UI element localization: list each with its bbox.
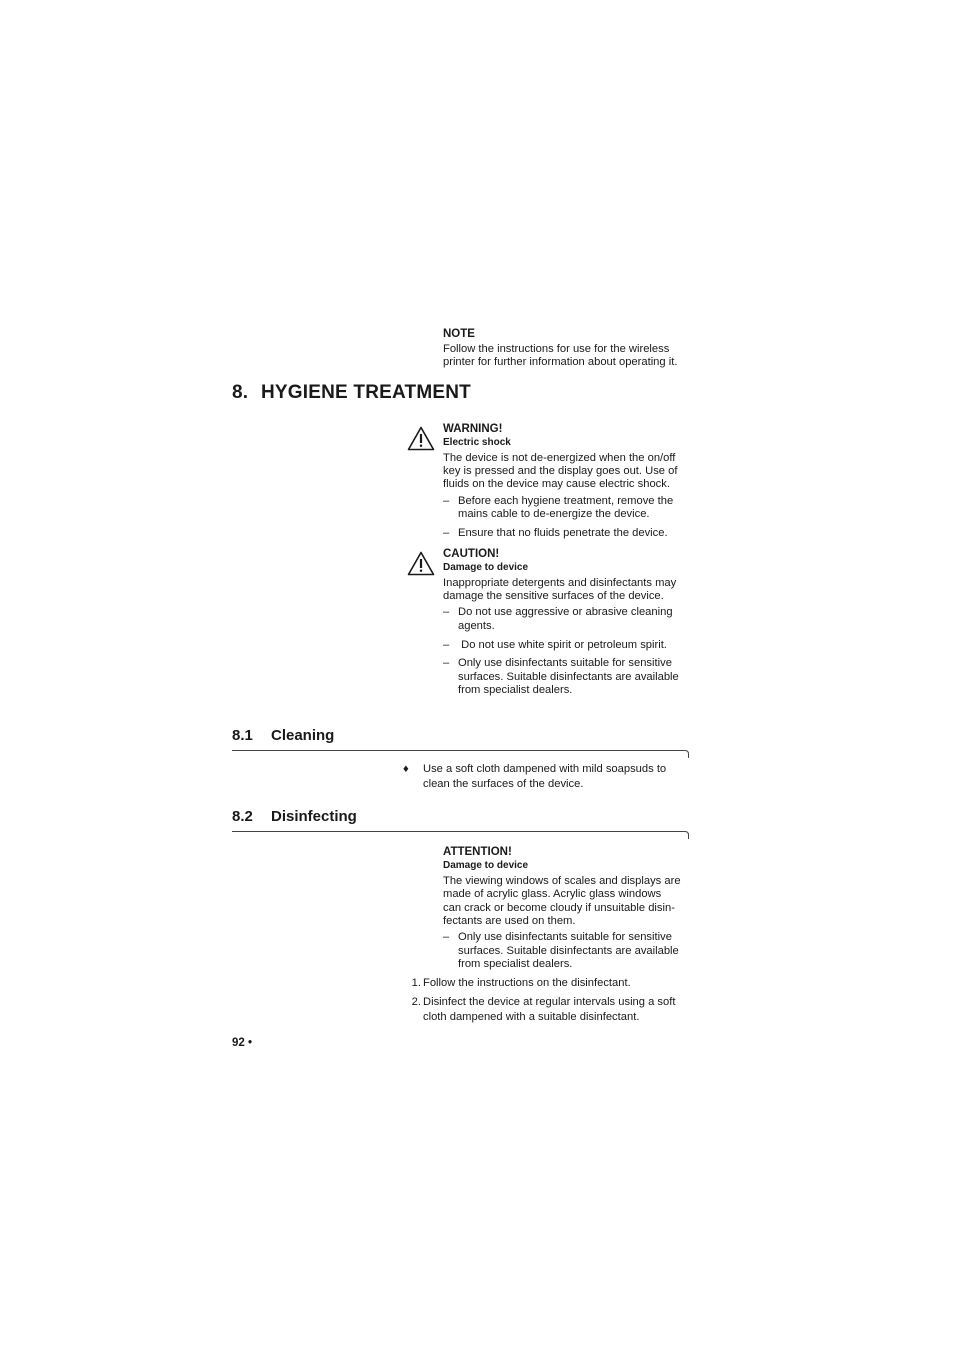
section-8-number: 8. bbox=[232, 382, 249, 403]
cleaning-text-line-1: Use a soft cloth dampened with mild soapsuds to bbox=[423, 763, 667, 775]
section-8-2-number: 8.2 bbox=[232, 808, 253, 825]
attention-item-line-3: from specialist dealers. bbox=[458, 958, 573, 970]
step-number: 1. bbox=[411, 977, 421, 989]
list-bullet-dash: – bbox=[443, 639, 450, 651]
caution-item-3-line-3: from specialist dealers. bbox=[458, 684, 573, 696]
warning-text-line-3: fluids on the device may cause electric shock. bbox=[443, 478, 670, 490]
attention-item-line-1: Only use disinfectants suitable for sensitive bbox=[458, 931, 672, 943]
cleaning-text-line-2: clean the surfaces of the device. bbox=[423, 778, 584, 790]
attention-sublabel: Damage to device bbox=[443, 860, 529, 871]
warning-triangle-icon bbox=[407, 426, 435, 451]
attention-item-line-2: surfaces. Suitable disinfectants are available bbox=[458, 945, 679, 957]
section-8-1-title: Cleaning bbox=[271, 727, 335, 744]
section-8-2-title: Disinfecting bbox=[271, 808, 357, 825]
attention-text-line-4: fectants are used on them. bbox=[443, 915, 576, 927]
step-2-line-1: Disinfect the device at regular intervals using a soft bbox=[423, 996, 676, 1008]
warning-item-1-line-2: mains cable to de-energize the device. bbox=[458, 508, 650, 520]
caution-item-3-line-1: Only use disinfectants suitable for sensitive bbox=[458, 657, 672, 669]
diamond-bullet-icon: ♦ bbox=[403, 763, 409, 775]
list-bullet-dash: – bbox=[443, 527, 450, 539]
warning-item-1-line-1: Before each hygiene treatment, remove the bbox=[458, 495, 674, 507]
section-rule-corner bbox=[682, 831, 690, 840]
attention-label: ATTENTION! bbox=[443, 846, 512, 858]
section-rule-corner bbox=[682, 750, 690, 759]
step-1-line-1: Follow the instructions on the disinfectant. bbox=[423, 977, 631, 989]
page-number: 92 • bbox=[232, 1037, 253, 1049]
list-bullet-dash: – bbox=[443, 657, 450, 669]
attention-text-line-1: The viewing windows of scales and displays are bbox=[443, 875, 681, 887]
caution-sublabel: Damage to device bbox=[443, 562, 529, 573]
step-number: 2. bbox=[411, 996, 421, 1008]
list-bullet-dash: – bbox=[443, 495, 450, 507]
caution-item-1-line-2: agents. bbox=[458, 620, 495, 632]
step-2-line-2: cloth dampened with a suitable disinfectant. bbox=[423, 1011, 640, 1023]
section-8-1-number: 8.1 bbox=[232, 727, 253, 744]
note-text-line-1: Follow the instructions for use for the wireless bbox=[443, 343, 670, 355]
caution-label: CAUTION! bbox=[443, 548, 500, 560]
warning-triangle-icon bbox=[407, 551, 435, 576]
attention-text-line-2: made of acrylic glass. Acrylic glass windows bbox=[443, 888, 662, 900]
warning-label: WARNING! bbox=[443, 423, 503, 435]
attention-text-line-3: can crack or become cloudy if unsuitable disin- bbox=[443, 902, 675, 914]
section-8-title: HYGIENE TREATMENT bbox=[261, 382, 471, 403]
section-rule bbox=[232, 750, 683, 751]
list-bullet-dash: – bbox=[443, 931, 450, 943]
note-text-line-2: printer for further information about operating it. bbox=[443, 356, 678, 368]
warning-item-2-line-1: Ensure that no fluids penetrate the device. bbox=[458, 527, 668, 539]
caution-text-line-2: damage the sensitive surfaces of the device. bbox=[443, 590, 664, 602]
warning-sublabel: Electric shock bbox=[443, 437, 511, 448]
caution-item-3-line-2: surfaces. Suitable disinfectants are available bbox=[458, 671, 679, 683]
note-label: NOTE bbox=[443, 328, 475, 340]
list-bullet-dash: – bbox=[443, 606, 450, 618]
caution-item-1-line-1: Do not use aggressive or abrasive cleaning bbox=[458, 606, 673, 618]
warning-text-line-1: The device is not de-energized when the on/off bbox=[443, 452, 676, 464]
section-rule bbox=[232, 831, 683, 832]
caution-text-line-1: Inappropriate detergents and disinfectants may bbox=[443, 577, 677, 589]
warning-text-line-2: key is pressed and the display goes out. Use of bbox=[443, 465, 678, 477]
caution-item-2-line-1: Do not use white spirit or petroleum spirit. bbox=[458, 639, 667, 651]
